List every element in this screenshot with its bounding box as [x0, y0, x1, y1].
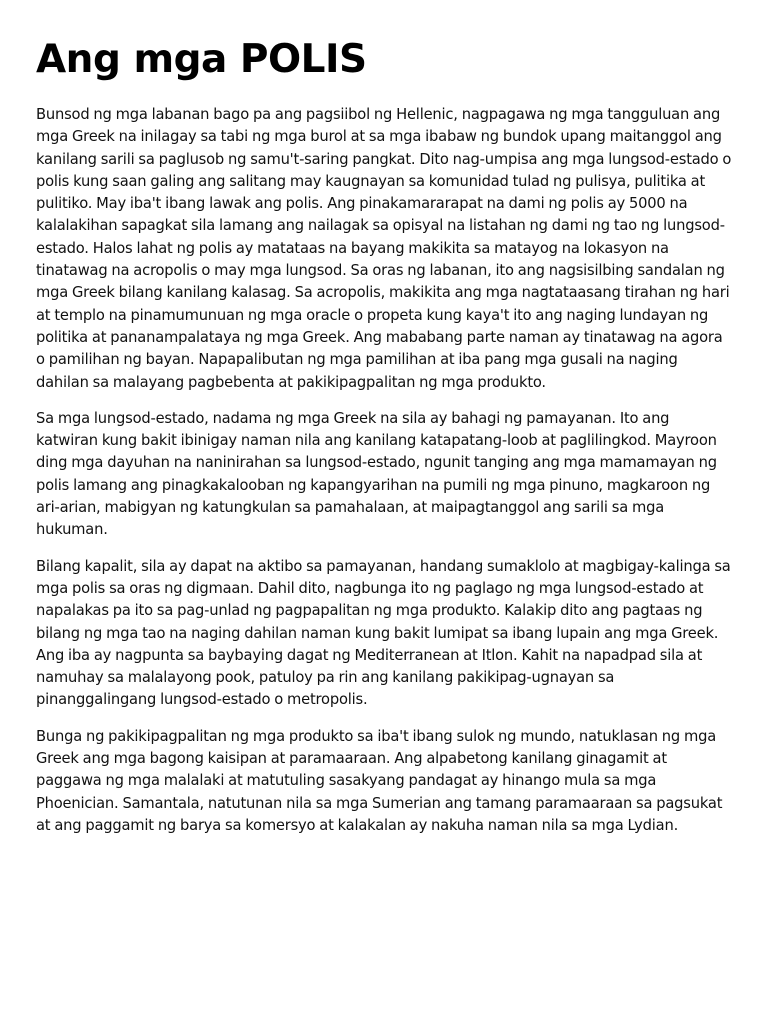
page-title: Ang mga POLIS	[36, 37, 367, 82]
paragraph-2: Sa mga lungsod-estado, nadama ng mga Greek na sila ay bahagi ng pamayanan. Ito ang katwiran kung bakit ibinigay naman nila ang kanilang katapatang-loob at paglilingkod. Mayroon ding mga dayuhan na naninirahan sa lungsod-estado, ngunit tanging ang mga mamamayan ng polis lamang ang pinagkakalooban ng kapangyarihan na pumili ng mga pinuno, magkaroon ng ari-arian, mabigyan ng katungkulan sa pamahalaan, at maipagtanggol ang sarili sa mga hukuman.	[36, 409, 717, 539]
paragraph-4: Bunga ng pakikipagpalitan ng mga produkto sa iba't ibang sulok ng mundo, natuklasan ng mga Greek ang mga bagong kaisipan at paramaaraan. Ang alpabetong kanilang ginagamit at paggawa ng mga malalaki at matutuling sasakyang pandagat ay hinango mula sa mga Phoenician. Samantala, natutunan nila sa mga Sumerian ang tamang paramaaraan sa pagsukat at ang paggamit ng barya sa komersyo at kalakalan ay nakuha naman nila sa mga Lydian.	[36, 727, 723, 834]
document-page	[36, 36, 732, 851]
paragraph-1: Bunsod ng mga labanan bago pa ang pagsiibol ng Hellenic, nagpagawa ng mga tangguluan ang mga Greek na inilagay sa tabi ng mga burol at sa mga ibabaw ng bundok upang maitanggol ang kanilang sarili sa paglusob ng samu't-saring pangkat. Dito nag-umpisa ang mga lungsod-estado o polis kung saan galing ang salitang may kaugnayan sa komunidad tulad ng pulisya, pulitika at pulitiko. May iba't ibang lawak ang polis. Ang pinakamararapat na dami ng polis ay 5000 na kalalakihan sapagkat sila lamang ang nailagak sa opisyal na listahan ng dami ng tao ng lungsod-estado. Halos lahat ng polis ay matataas na bayang makikita sa matayog na lokasyon na tinatawag na acropolis o may mga lungsod. Sa oras ng labanan, ito ang nagsisilbing sandalan ng mga Greek bilang kanilang kalasag. Sa acropolis, makikita ang mga nagtataasang tirahan ng hari at templo na pinamumunuan ng mga oracle o propeta kung kaya't ito ang naging lundayan ng politika at pananampalataya ng mga Greek. Ang mababang parte naman ay tinatawag na agora o pamilihan ng bayan. Napapalibutan ng mga pamilihan at iba pang mga gusali na naging dahilan sa malayang pagbebenta at pakikipagpalitan ng mga produkto.	[36, 106, 732, 391]
paragraph-3: Bilang kapalit, sila ay dapat na aktibo sa pamayanan, handang sumaklolo at magbigay-kalinga sa mga polis sa oras ng digmaan. Dahil dito, nagbunga ito ng paglago ng mga lungsod-estado at napalakas pa ito sa pag-unlad ng pagpapalitan ng mga produkto. Kalakip dito ang pagtaas ng bilang ng mga tao na naging dahilan naman kung bakit lumipat sa ibang lupain ang mga Greek. Ang iba ay nagpunta sa baybaying dagat ng Mediterranean at Itlon. Kahit na napadpad sila at namuhay sa malalayong pook, patuloy pa rin ang kanilang pakikipag-ugnayan sa pinanggalingang lungsod-estado o metropolis.	[36, 557, 731, 709]
